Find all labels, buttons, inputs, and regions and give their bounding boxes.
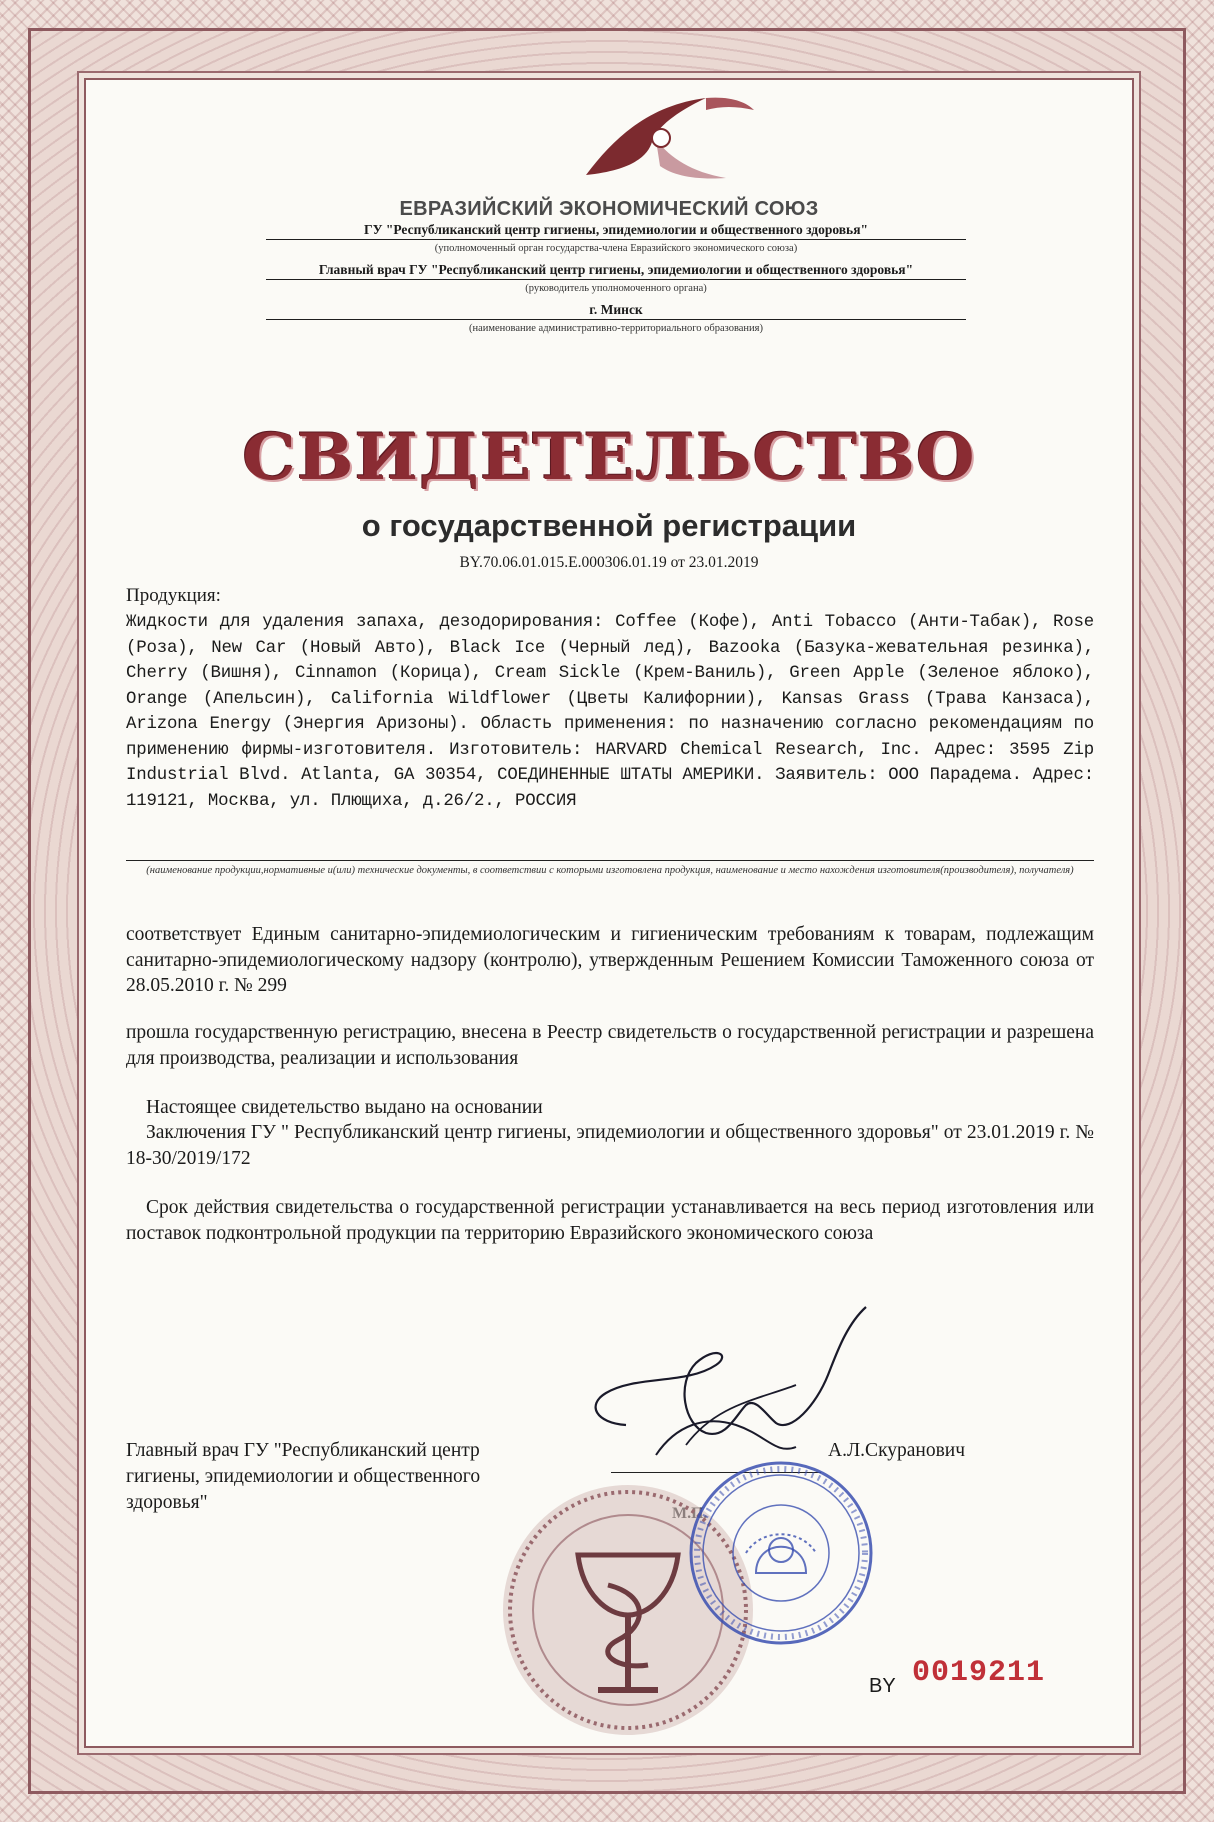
certificate-title: СВИДЕТЕЛЬСТВО: [242, 420, 976, 495]
eaeu-logo-icon: [556, 80, 766, 192]
city-name: г. Минск: [266, 302, 966, 320]
registration-number: BY.70.06.01.015.E.000306.01.19 от 23.01.2019: [459, 554, 759, 571]
registration-text: прошла государственную регистрацию, внесена в Реестр свидетельств о государственной регистрации и разрешена для производства, реализации и использования: [126, 1022, 1094, 1069]
head-title: Главный врач ГУ "Республиканский центр гигиены, эпидемиологии и общественного здоровья": [266, 262, 966, 280]
certificate-subtitle: о государственной регистрации: [361, 508, 857, 543]
city-note: (наименование административно-территориального образования): [468, 323, 763, 334]
authority-name: ГУ "Республиканский центр гигиены, эпидемиологии и общественного здоровья": [266, 222, 966, 240]
authority-note: (уполномоченный орган государства-члена Евразийского экономического союза): [434, 243, 798, 254]
official-stamp-icon: [686, 1458, 876, 1648]
product-description: Жидкости для удаления запаха, дезодорирования: Coffee (Кофе), Anti Tobacco (Анти-Табак), Rose (Роза), New Car (Новый Авто), Black Ice (Черный лед), Bazooka (Базука-жевательная резинка), Cherry (Вишня), Cinnamon (Корица), Cream Sickle (Крем-Ваниль), Green Apple (Зеленое яблоко), Orange (Апельсин), California Wildflower (Цветы Калифорнии), Kansas Grass (Трава Канзаса), Arizona Energy (Энергия Аризоны). Область применения: по назначению согласно рекомендациям по применению фирмы-изготовителя. Изготовитель: HARVARD Chemical Research, Inc. Адрес: 3595 Zip Industrial Blvd. Atlanta, GA 30354, СОЕДИНЕННЫЕ ШТАТЫ АМЕРИКИ. Заявитель: ООО Парадема. Адрес: 119121, Москва, ул. Плющиха, д.26/2., РОССИЯ: [126, 613, 1094, 811]
product-rule: [126, 860, 1094, 861]
basis-intro: Настоящее свидетельство выдано на основании: [146, 1097, 543, 1118]
product-note: (наименование продукции,нормативные и(или) технические документы, в соответствии с которыми изготовлена продукция, наименование и место нахождения изготовителя(производителя), получателя): [146, 865, 1074, 876]
head-note: (руководитель уполномоченного органа): [525, 283, 707, 294]
serial-number: 0019211: [912, 1656, 1046, 1690]
signer-position: Главный врач ГУ "Республиканский центр гигиены, эпидемиологии и общественного здоровья": [126, 1440, 481, 1513]
compliance-text: соответствует Единым санитарно-эпидемиологическим и гигиеническим требованиям к товарам, подлежащим санитарно-эпидемиологическому надзору (контролю), утвержденным Решением Комиссии Таможенного союза от 28.05.2010 г. № 299: [126, 924, 1094, 996]
product-label: Продукция:: [126, 585, 221, 606]
union-name: ЕВРАЗИЙСКИЙ ЭКОНОМИЧЕСКИЙ СОЮЗ: [399, 198, 819, 220]
signer-name: А.Л.Скуранович: [828, 1440, 966, 1461]
certificate-sheet: [84, 78, 1134, 1748]
basis-text: Заключения ГУ " Республиканский центр гигиены, эпидемиологии и общественного здоровья" от 23.01.2019 г. № 18-30/2019/172: [126, 1122, 1094, 1169]
serial-prefix: BY: [869, 1675, 896, 1697]
validity-text: Срок действия свидетельства о государственной регистрации устанавливается на весь период изготовления или поставок подконтрольной продукции па территорию Евразийского экономического союза: [126, 1197, 1094, 1244]
